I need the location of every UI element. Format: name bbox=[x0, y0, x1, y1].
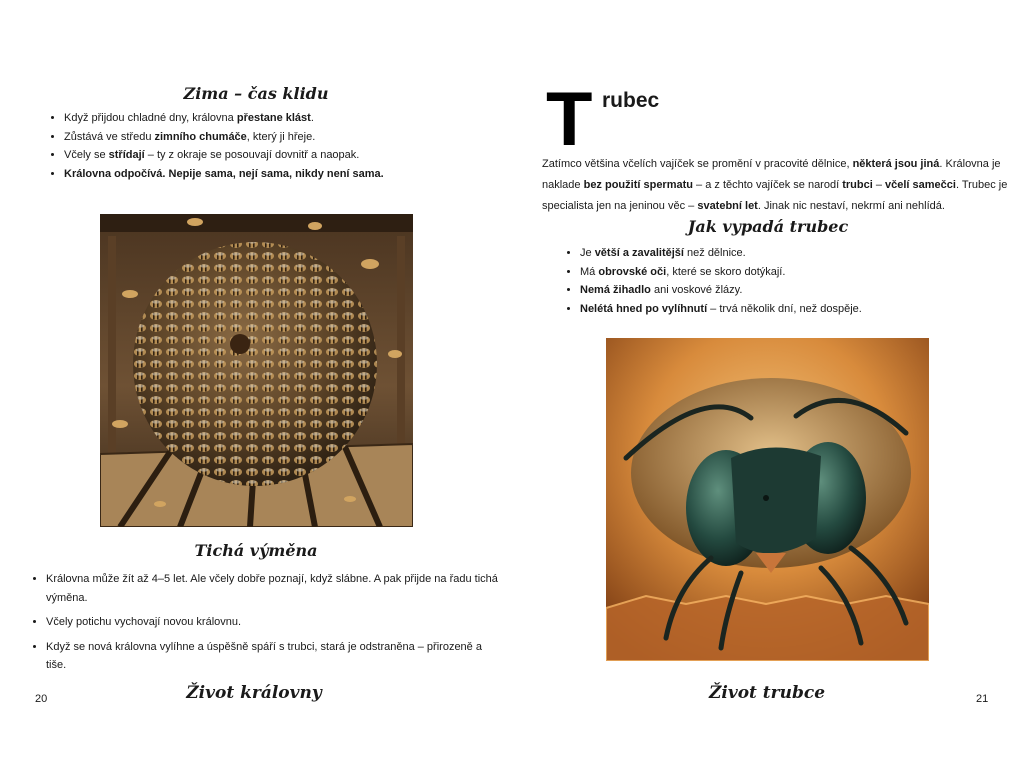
section-title-quiet-change: Tichá výměna bbox=[194, 541, 318, 560]
bold-text-run: větší a zavalitější bbox=[594, 247, 684, 259]
bullet-item bbox=[46, 570, 502, 607]
text-run: než dělnice. bbox=[683, 247, 746, 259]
text-run: specialista jen na jeninou věc – bbox=[542, 200, 698, 212]
bullet-item bbox=[580, 244, 1010, 263]
bold-text-run: obrovské oči bbox=[598, 265, 667, 278]
text-run: . Trubec je bbox=[955, 179, 1008, 191]
bee-cluster-illustration bbox=[100, 214, 413, 527]
bullet-item bbox=[46, 638, 502, 675]
section-title-winter: Zima – čas klidu bbox=[183, 84, 329, 103]
bullet-item bbox=[580, 281, 1010, 300]
text-run: Zatímco většina včelích vajíček se promění v pracovité dělnice, bbox=[542, 158, 853, 170]
page-number-left: 20 bbox=[35, 693, 48, 705]
text-run: . bbox=[310, 112, 314, 124]
bold-text-run: přestane klást bbox=[236, 112, 311, 124]
bold-text-run: Královna odpočívá. Nepije sama, nejí sama, nikdy není sama. bbox=[64, 167, 384, 180]
text-run: naklade bbox=[542, 179, 584, 191]
text-run: Královna může žít až 4–5 let. Ale včely dobře poznají, když slábne. A pak přijde na řadu tichá výměna. bbox=[46, 573, 498, 604]
text-run: ani voskové žlázy. bbox=[650, 284, 743, 296]
chapter-title-rest: rubec bbox=[602, 89, 660, 112]
text-run: Včely se bbox=[64, 149, 109, 161]
bold-text-run: zimního chumáče bbox=[154, 130, 247, 143]
intro-line bbox=[542, 196, 1022, 217]
bold-text-run: některá jsou jiná bbox=[852, 158, 940, 170]
text-run: . Královna je bbox=[939, 158, 1001, 170]
bold-text-run: střídají bbox=[108, 149, 145, 161]
text-run: Včely potichu vychovají novou královnu. bbox=[46, 616, 242, 628]
bullet-item bbox=[64, 165, 504, 184]
page-number-right: 21 bbox=[976, 693, 989, 705]
bold-text-run: včelí samečci bbox=[885, 179, 956, 191]
footer-title-left: Život královny bbox=[186, 683, 322, 703]
section-title-drone-look: Jak vypadá trubec bbox=[687, 217, 849, 236]
bullet-item bbox=[64, 146, 504, 165]
text-run: Zůstává ve středu bbox=[64, 130, 155, 143]
bold-text-run: trubci bbox=[842, 179, 873, 191]
bullet-item bbox=[64, 128, 504, 147]
text-run: Když přijdou chladné dny, královna bbox=[64, 112, 237, 124]
drone-bee-illustration bbox=[606, 338, 929, 661]
text-run: . Jinak nic nestaví, nekrmí ani nehlídá. bbox=[757, 200, 945, 212]
text-run: Je bbox=[580, 247, 595, 259]
bullet-item bbox=[64, 109, 504, 128]
drone-bee-image bbox=[606, 338, 929, 661]
drone-look-bullet-list bbox=[560, 244, 1010, 318]
bold-text-run: Nelétá hned po vylíhnutí bbox=[580, 302, 708, 315]
winter-cluster-image bbox=[100, 214, 413, 527]
text-run: – bbox=[872, 179, 885, 191]
intro-line bbox=[542, 175, 1022, 196]
text-run: – trvá několik dní, než dospěje. bbox=[707, 302, 862, 315]
text-run: Když se nová královna vylíhne a úspěšně spáří s trubci, stará je odstraněna – přirozeně a tiše. bbox=[46, 640, 482, 671]
intro-line bbox=[542, 154, 1022, 175]
quiet-change-bullet-list bbox=[26, 570, 502, 681]
bullet-item bbox=[46, 613, 502, 632]
text-run: , které se skoro dotýkají. bbox=[666, 265, 786, 278]
bold-text-run: svatební let bbox=[697, 200, 758, 212]
footer-title-right: Život trubce bbox=[708, 683, 826, 703]
right-page bbox=[512, 0, 1024, 768]
intro-paragraph bbox=[542, 154, 1022, 217]
bold-text-run: bez použití spermatu bbox=[583, 179, 693, 191]
bullet-item bbox=[580, 263, 1010, 282]
drop-cap-letter: T bbox=[546, 77, 593, 162]
text-run: , který ji hřeje. bbox=[246, 130, 316, 143]
bold-text-run: Nemá žihadlo bbox=[580, 284, 651, 296]
text-run: – a z těchto vajíček se narodí bbox=[693, 179, 843, 191]
text-run: Má bbox=[580, 265, 599, 278]
winter-bullet-list bbox=[44, 109, 504, 183]
bullet-item bbox=[580, 300, 1010, 319]
text-run: – ty z okraje se posouvají dovnitř a naopak. bbox=[144, 149, 360, 161]
